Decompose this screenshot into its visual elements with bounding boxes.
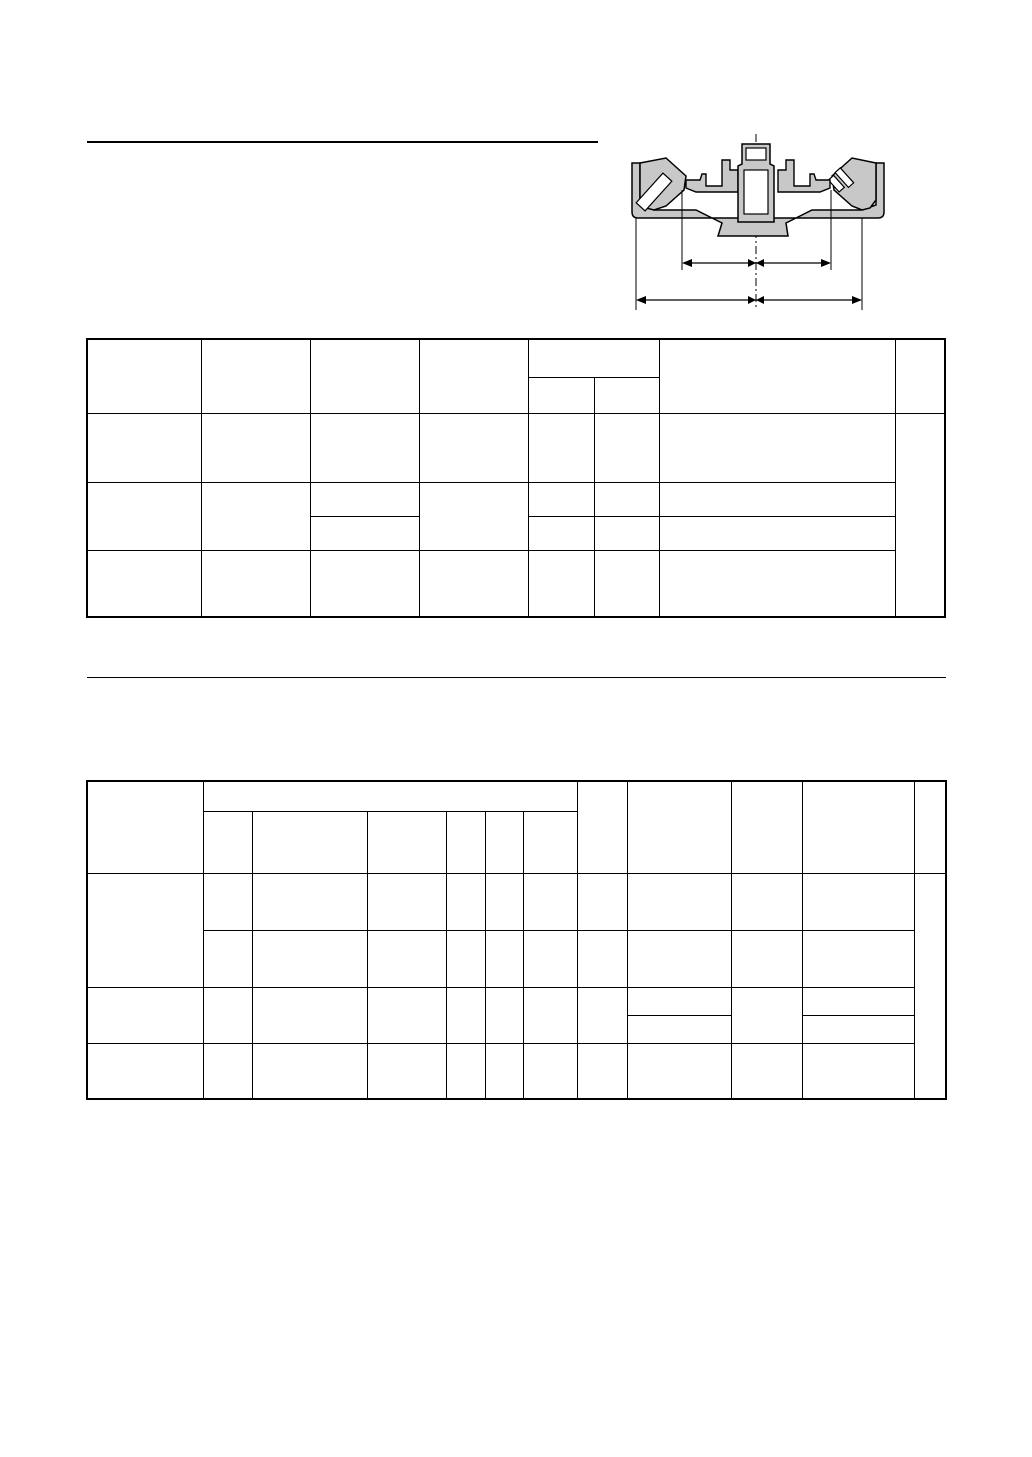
section2-heading-rule <box>87 677 946 678</box>
table1-row <box>88 550 944 616</box>
section1-heading-rule <box>87 141 598 143</box>
cross-section-drawing-icon <box>626 130 890 310</box>
table1-header-row <box>88 340 944 413</box>
section1-heading <box>87 118 598 138</box>
table1-row <box>88 482 944 550</box>
table2-row <box>88 873 945 987</box>
table2-row <box>88 1043 945 1098</box>
table1 <box>86 338 946 618</box>
table2 <box>86 780 947 1100</box>
table2-header-row <box>88 782 945 873</box>
table1-row <box>88 413 944 482</box>
section2-heading <box>87 654 946 674</box>
table2-row <box>88 987 945 1043</box>
